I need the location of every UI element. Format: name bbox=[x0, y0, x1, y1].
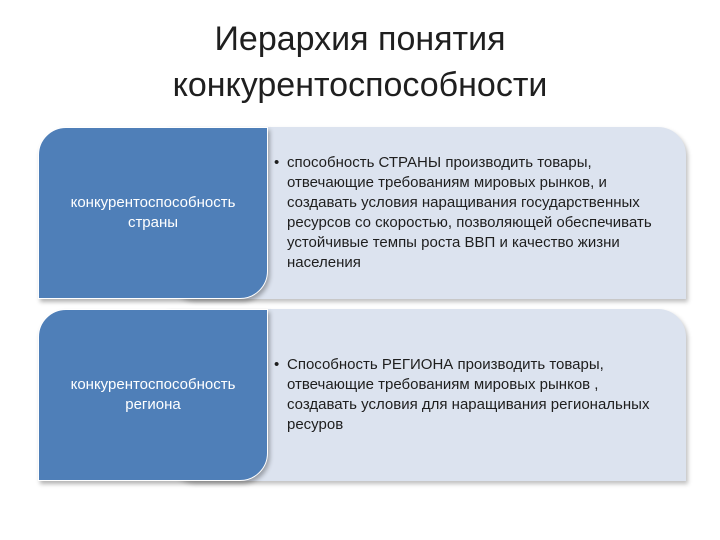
title-line-2: конкурентоспособности bbox=[172, 66, 548, 104]
bullet-marker: • bbox=[274, 356, 280, 373]
description-list bbox=[274, 355, 672, 435]
hierarchy-row-region bbox=[38, 309, 686, 481]
title-line-1: Иерархия понятия bbox=[214, 20, 506, 58]
description-text-region: Способность РЕГИОНА производить товары, отвечающие требованиям мировых рынков , создавать условия для наращивания региональных ресуров bbox=[287, 356, 650, 433]
label-box-region bbox=[38, 309, 268, 481]
bullet-marker: • bbox=[274, 154, 280, 171]
label-box-country bbox=[38, 127, 268, 299]
description-list bbox=[274, 153, 672, 273]
page-title bbox=[0, 16, 720, 108]
description-item bbox=[274, 153, 672, 273]
label-region-line-1: конкурентоспособность bbox=[70, 376, 236, 393]
hierarchy-row-country bbox=[38, 127, 686, 299]
label-country-line-1: конкурентоспособность bbox=[70, 194, 236, 211]
label-country-line-2: страны bbox=[127, 214, 179, 231]
description-text-country: способность СТРАНЫ производить товары, отвечающие требованиям мировых рынков, и создавать условия наращивания государственных ресурсов со скоростью, позволяющей обеспечивать устойчивые темпы роста ВВП и качество жизни населения bbox=[287, 154, 652, 271]
description-item bbox=[274, 355, 672, 435]
label-region-line-2: региона bbox=[125, 396, 181, 413]
